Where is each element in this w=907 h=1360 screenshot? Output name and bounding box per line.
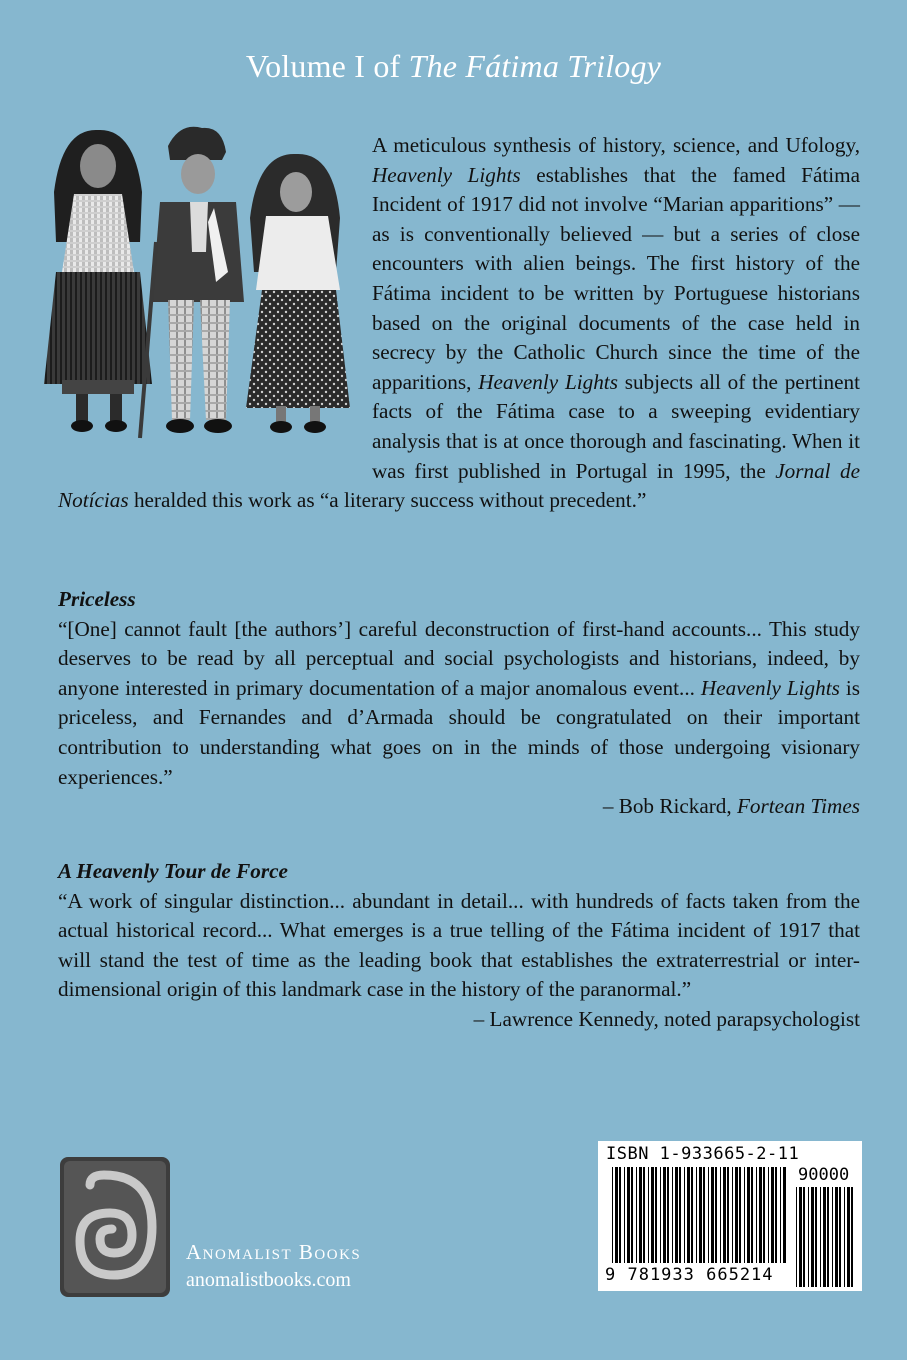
barcode-bar [820, 1187, 821, 1287]
barcode-bar [612, 1167, 613, 1263]
girl-left [44, 130, 152, 432]
trilogy-title: The Fátima Trilogy [408, 48, 662, 84]
barcode-bar [627, 1167, 630, 1263]
barcode-bar [768, 1167, 769, 1263]
barcode-bar [799, 1187, 802, 1287]
barcode-bar [756, 1167, 757, 1263]
barcode-bar [675, 1167, 678, 1263]
barcode-bar [691, 1167, 693, 1263]
barcode-bar [679, 1167, 681, 1263]
barcode-bar [727, 1167, 729, 1263]
ean-number: 9 781933 665214 [605, 1265, 774, 1285]
price-addon-label: 90000 [798, 1165, 850, 1185]
barcode-bar [759, 1167, 762, 1263]
boy-center [140, 127, 244, 438]
barcode-bar [696, 1167, 697, 1263]
barcode-bar [775, 1167, 777, 1263]
publisher-url[interactable]: anomalistbooks.com [186, 1269, 351, 1291]
barcode-bar [744, 1167, 745, 1263]
barcode-bar [763, 1167, 765, 1263]
review-priceless [58, 585, 860, 822]
barcode-bar [827, 1187, 829, 1287]
barcode-bar [839, 1187, 841, 1287]
spiral-logo-icon [60, 1157, 170, 1297]
barcode-bar [703, 1167, 705, 1263]
publisher-name: Anomalist Books [186, 1240, 362, 1264]
barcode-bar [720, 1167, 721, 1263]
barcode-bar [796, 1187, 797, 1287]
barcode-bar [648, 1167, 649, 1263]
barcode-bar [803, 1187, 805, 1287]
barcode-bar [811, 1187, 814, 1287]
review-heading: A Heavenly Tour de Force [58, 859, 288, 883]
barcode-bar [783, 1167, 786, 1263]
barcode-bar [631, 1167, 633, 1263]
barcode-bar [624, 1167, 625, 1263]
barcode-bar [619, 1167, 621, 1263]
barcode-bar [739, 1167, 741, 1263]
barcode-bar [751, 1167, 753, 1263]
barcode-bar [643, 1167, 645, 1263]
barcode-bar [771, 1167, 774, 1263]
barcode-bar [780, 1167, 781, 1263]
barcode-bar [747, 1167, 750, 1263]
review-tour-de-force [58, 857, 860, 1035]
publisher-block [186, 1238, 361, 1294]
barcode-bar [639, 1167, 642, 1263]
barcode-bar [723, 1167, 726, 1263]
barcode-bar [687, 1167, 690, 1263]
cover-title: Volume I of The Fátima Trilogy [245, 48, 662, 84]
barcode-bar [735, 1167, 738, 1263]
review-attribution: – Bob Rickard, Fortean Times [602, 794, 860, 819]
barcode-bar [636, 1167, 637, 1263]
isbn-barcode [598, 1141, 862, 1291]
intro-paragraph: A meticulous synthesis of history, science, and Ufology, Heavenly Lights establishes that the famed Fátima Incident of 1917 did not involve “Marian apparitions” — as is conventionally believed — but a series of close encounters with alien beings. The first history of the Fátima incident to be written by Portuguese historians based on the original documents of the case held in secrecy by the Catholic Church since the time of the apparitions, Heavenly Lights subjects all of the pertinent facts of the Fátima case to a sweeping evidentiary analysis that is at once thorough and fascinating. When it was first published in Portugal in 1995, the Jornal de Notícias heralded this work as “a literary success without precedent.” [58, 133, 861, 513]
barcode-bar [655, 1167, 657, 1263]
barcode-bar [663, 1167, 666, 1263]
barcode-bar [684, 1167, 685, 1263]
review-quote: “[One] cannot fault [the authors’] careful deconstruction of first-hand accounts... This study deserves to be read by all perceptual and social psychologists and historians, indeed, by anyone interested in primary documentation of a major anomalous event... Heavenly Lights is priceless, and Fernandes and d’Armada should be congratulated on their important contribution to understanding what goes on in the minds of those undergoing visionary experiences.” [58, 616, 860, 789]
barcode-bar [715, 1167, 717, 1263]
barcode-bar [732, 1167, 733, 1263]
review-heading: Priceless [58, 587, 136, 611]
barcode-bar [667, 1167, 669, 1263]
girl-right [246, 154, 350, 433]
barcode-bar [851, 1187, 853, 1287]
barcode-bar [835, 1187, 838, 1287]
barcode-bar [672, 1167, 673, 1263]
barcode-bar [847, 1187, 850, 1287]
barcode-bar [832, 1187, 833, 1287]
three-children-photo [40, 122, 358, 444]
barcode-bar [808, 1187, 809, 1287]
barcode-bar [823, 1187, 826, 1287]
barcode-bar [815, 1187, 817, 1287]
barcode-bar [615, 1167, 618, 1263]
barcode-bar [651, 1167, 654, 1263]
barcode-bar [844, 1187, 845, 1287]
barcode-bar [711, 1167, 714, 1263]
barcode-bar [699, 1167, 702, 1263]
barcode-bar [660, 1167, 661, 1263]
review-quote: “A work of singular distinction... abundant in detail... with hundreds of facts taken from the actual historical record... What emerges is a true telling of the Fátima incident of 1917 that will stand the test of time as the leading book that establishes the extraterrestrial or inter-dimensional origin of this landmark case in the history of the paranormal.” [58, 888, 860, 1002]
barcode-bar [708, 1167, 709, 1263]
isbn-label: ISBN 1-933665-2-11 [606, 1144, 800, 1164]
review-attribution: – Lawrence Kennedy, noted parapsychologist [473, 1006, 860, 1031]
